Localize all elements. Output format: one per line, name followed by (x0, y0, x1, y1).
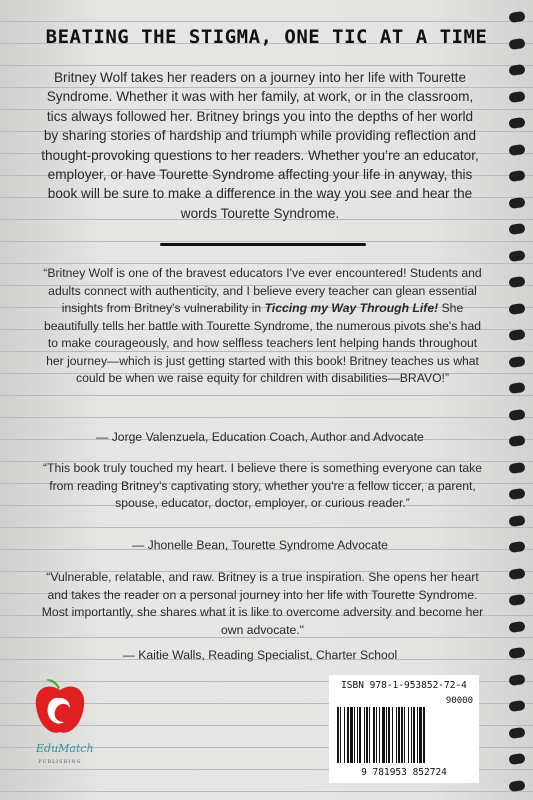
binding-hole (508, 779, 525, 791)
binding-hole (508, 170, 525, 182)
review-quote-3: “Vulnerable, relatable, and raw. Britney is a true inspiration. She opens her heart and takes the reader on a personal journey into her life with Tourette Syndrome. Most importantly, she shares what it is like to overcome adversity and become her own advocate." (41, 570, 484, 637)
binding-hole (508, 408, 525, 420)
binding-hole (508, 673, 525, 685)
binding-hole (508, 541, 525, 553)
binding-hole (508, 249, 525, 261)
section-divider (160, 243, 366, 246)
cover-headline: BEATING THE STIGMA, ONE TIC AT A TIME (45, 26, 488, 48)
binding-hole (508, 223, 525, 235)
binding-hole (508, 11, 525, 23)
binding-hole (508, 488, 525, 500)
binding-hole (508, 461, 525, 473)
isbn-barcode (329, 675, 479, 783)
binding-hole (508, 355, 525, 367)
price-code: 90000 (445, 696, 473, 706)
review-attribution-2: — Jhonelle Bean, Tourette Syndrome Advocate (132, 538, 388, 552)
publisher-caption: PUBLISHING (38, 760, 82, 765)
review-quote-1-start: “Britney Wolf is one of the bravest educators I've ever encountered! Students and adults connect with authenticity, and I believe every teacher can glean essential insights from Britney's vulnerability in (43, 266, 482, 315)
binding-hole (508, 753, 525, 765)
review-attribution-3: — Kaitie Walls, Reading Specialist, Charter School (122, 648, 398, 662)
binding-hole (508, 276, 525, 288)
binding-hole (508, 302, 525, 314)
review-quote-1-end: She beautifully tells her battle with Tourette Syndrome, the numerous pivots she's had to make courageously, and how selfless teachers lent helping hands throughout her journey—which is just getting started with this book! Britney teaches us what could be when we raise equity for children with disabilities—BRAVO!” (43, 301, 482, 385)
isbn-number: ISBN 978-1-953852-72-4 (341, 680, 467, 691)
binding-hole (508, 329, 525, 341)
publisher-name: EduMatch (36, 742, 94, 755)
ean-number: 9 781953 852724 (361, 767, 447, 778)
binding-hole (508, 647, 525, 659)
binding-hole (508, 117, 525, 129)
binding-hole (508, 514, 525, 526)
review-attribution-1: — Jorge Valenzuela, Education Coach, Author and Advocate (96, 430, 424, 444)
barcode-bars (333, 693, 475, 765)
book-description: Britney Wolf takes her readers on a journey into her life with Tourette Syndrome. Whether it was with her family, at work, or in the classroom, tics always followed her. Britney brings you into the depths of her world by sharing stories of hardship and triumph while providing reflection and thought-provoking questions to her readers. Whether you’re an educator, employer, or have Tourette Syndrome affecting your life in anyway, this book will be sure to make a difference in the way you see and hear the words Tourette Syndrome. (41, 70, 479, 221)
notebook-holes (503, 0, 533, 800)
binding-hole (508, 382, 525, 394)
review-quote-2: “This book truly touched my heart. I believe there is something everyone can take from reading Britney’s captivating story, whether you're a fellow ticcer, a parent, spouse, educator, doctor, employer, or curious reader.” (43, 461, 482, 510)
apple-logo-icon (30, 674, 90, 774)
binding-hole (508, 567, 525, 579)
binding-hole (508, 700, 525, 712)
binding-hole (508, 726, 525, 738)
binding-hole (508, 196, 525, 208)
review-quote-1 (40, 265, 485, 388)
binding-hole (508, 594, 525, 606)
binding-hole (508, 620, 525, 632)
binding-hole (508, 435, 525, 447)
binding-hole (508, 64, 525, 76)
book-title-emphasis: Ticcing my Way Through Life! (264, 301, 439, 315)
binding-hole (508, 90, 525, 102)
binding-hole (508, 143, 525, 155)
